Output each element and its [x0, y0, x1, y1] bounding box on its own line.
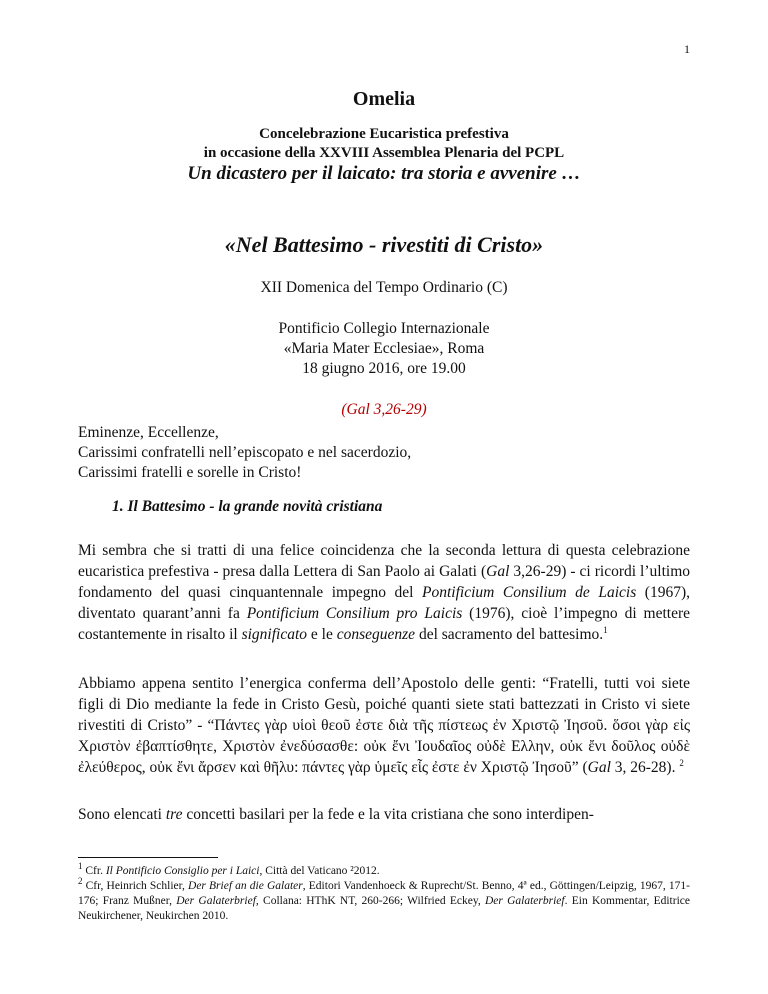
place-line-2: «Maria Mater Ecclesiae», Roma [283, 340, 485, 357]
place-line-1: Pontificio Collegio Internazionale [278, 320, 490, 337]
footnote-1: $^1$ Cfr. Il Pontificio Consiglio per i Laici, Città del Vaticano ²2012. [78, 861, 380, 877]
footnote-ref-1: 1 [603, 624, 608, 635]
footnote-2: $^2$ Cfr, Heinrich Schlier, Der Brief an die Galater, Editori Vandenhoeck & Ruprecht/St. Benno, 4ª ed., Göttingen/Leipzig, 1967, 171-176; Franz Mußner, Der Galaterbrief, Collana: HThK NT, 260-266; Wilfried Eckey, Der Galaterbrief. Ein Kommentar, Editrice Neukirchener, Neukirchen 2010. [78, 876, 691, 922]
scripture-reference: (Gal 3,26-29) [341, 401, 427, 418]
greeting-line-2: Carissimi confratelli nell’episcopato e nel sacerdozio, [78, 444, 412, 461]
greeting-line-1: Eminenze, Eccellenze, [78, 424, 219, 441]
subtitle-dicastery: Un dicastero per il laicato: tra storia e avvenire … [187, 163, 581, 184]
paragraph-2: Abbiamo appena sentito l’energica conferma dell’Apostolo delle genti: “Fratelli, tutti voi siete figli di Dio mediante la fede in Cristo Gesù, poiché quanti siete stati battezzati in Cristo vi siete rivestiti di Cristo” - “Πάντες γὰρ υἱοὶ θεοῦ ἐστε διὰ τῆς πίστεως ἐν Χριστῷ Ἰησοῦ. ὅσοι γὰρ εἰς Χριστὸν ἐβαπτίσθητε, Χριστὸν ἐνεδύσασθε: οὐκ ἔνι Ἰουδαῖος οὐδὲ Ελλην, οὐκ ἔνι δοῦλος οὐδὲ ἐλεύθερος, οὐκ ἔνι ἄρσεν καὶ θῆλυ: πάντες γὰρ ὑμεῖς εἷς ἐστε ἐν Χριστῷ Ἰησοῦ” (Gal 3, 26-28). $^2$ [78, 675, 690, 776]
document-title: Omelia [352, 88, 416, 110]
section-title: 1. Il Battesimo - la grande novità cristiana [112, 498, 383, 515]
paragraph-3: Sono elencati tre concetti basilari per la fede e la vita cristiana che sono interdipen- [78, 806, 594, 823]
subtitle-celebration: Concelebrazione Eucaristica prefestiva [259, 126, 509, 142]
greeting-line-3: Carissimi fratelli e sorelle in Cristo! [78, 464, 302, 481]
subtitle-assembly: in occasione della XXVIII Assemblea Plenaria del PCPL [203, 145, 565, 161]
liturgical-day: XII Domenica del Tempo Ordinario (C) [260, 279, 508, 296]
paragraph-1: Mi sembra che si tratti di una felice coincidenza che la seconda lettura di questa celebrazione eucaristica prefestiva - presa dalla Lettera di San Paolo ai Galati (Gal 3,26-29) - ci ricordi l’ultimo fondamento del quasi cinquantennale impegno del Pontificium Consilium de Laicis (1967), diventato quarant’anni fa Pontificium Consilium pro Laicis (1976), cioè l’impegno di mettere costantemente in risalto il significato e le conseguenze del sacramento del battesimo.$^1$ [78, 542, 690, 643]
page-number: 1 [684, 42, 690, 56]
footnote-divider [78, 857, 218, 858]
date-line: 18 giugno 2016, ore 19.00 [302, 360, 466, 377]
homily-motto: «Nel Battesimo - rivestiti di Cristo» [224, 232, 544, 257]
footnote-ref-2: 2 [679, 757, 684, 768]
